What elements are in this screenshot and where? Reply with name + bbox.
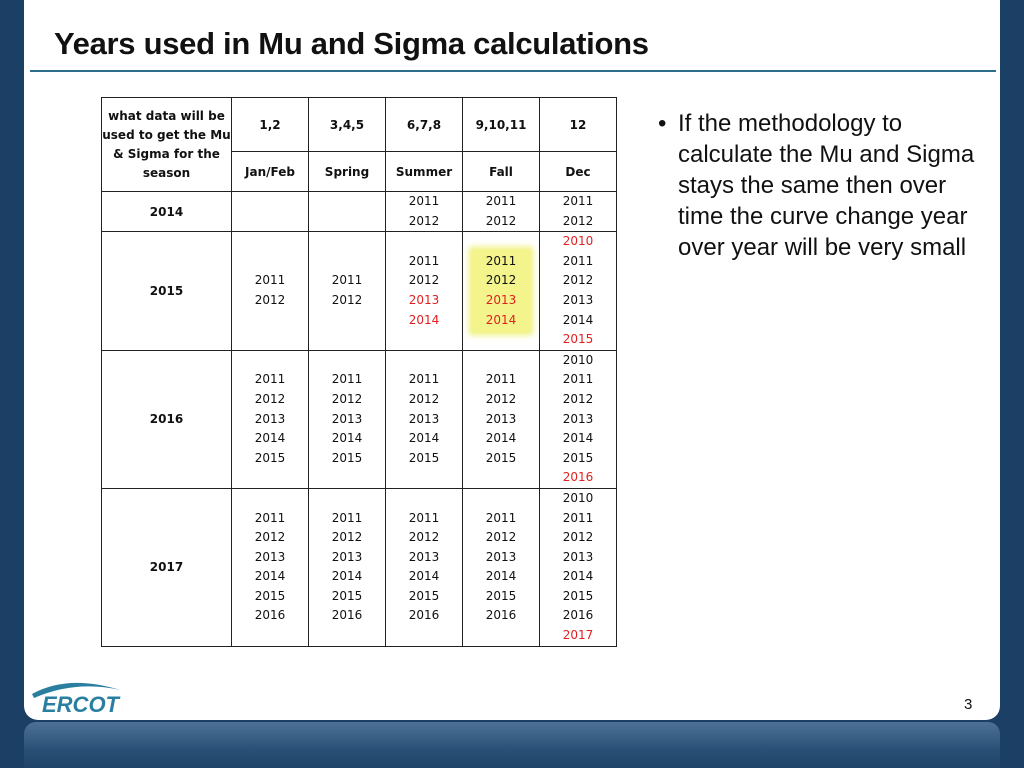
- year-value: 2016: [331, 608, 363, 623]
- ercot-logo-graphic: [28, 676, 128, 718]
- bullet-text: If the methodology to calculate the Mu and Sigma stays the same then over time the curve change year over year will be very small: [678, 110, 975, 261]
- slide-title: Years used in Mu and Sigma calculations: [54, 26, 649, 61]
- year-value: 2014: [254, 569, 286, 584]
- header-season: Jan/Feb: [232, 152, 309, 192]
- table-cell: [540, 192, 617, 232]
- year-value: 2011: [408, 372, 440, 387]
- year-value: 2013: [331, 549, 363, 564]
- table-cell: [232, 488, 309, 646]
- row-year-label: 2014: [102, 192, 232, 232]
- year-value: 2011: [254, 273, 286, 288]
- year-value: 2013: [408, 411, 440, 426]
- year-value: 2015: [408, 450, 440, 465]
- year-value: 2013: [254, 411, 286, 426]
- year-value: 2013: [331, 411, 363, 426]
- year-value: 2011: [485, 372, 517, 387]
- year-value: 2012: [254, 391, 286, 406]
- year-value: 2012: [485, 530, 517, 545]
- year-value: 2015: [562, 450, 594, 465]
- year-value: 2015: [562, 588, 594, 603]
- year-value: 2013: [485, 292, 517, 307]
- year-value: 2012: [331, 391, 363, 406]
- year-value: 2014: [408, 569, 440, 584]
- year-value: 2017: [562, 628, 594, 643]
- table-cell: [463, 192, 540, 232]
- year-value: 2012: [485, 273, 517, 288]
- year-value: 2016: [254, 608, 286, 623]
- bullet-point: [658, 108, 978, 263]
- year-value: 2011: [562, 510, 594, 525]
- year-value: 2014: [331, 569, 363, 584]
- slide: [24, 0, 1000, 720]
- year-value: 2016: [562, 608, 594, 623]
- year-value: 2014: [485, 312, 517, 327]
- year-value: 2013: [408, 292, 440, 307]
- year-value: 2014: [562, 312, 594, 327]
- year-value: 2013: [485, 411, 517, 426]
- year-value: 2011: [562, 194, 594, 208]
- table-row: [102, 488, 617, 646]
- year-value: 2011: [485, 253, 517, 268]
- year-value: 2013: [408, 549, 440, 564]
- year-value: 2012: [562, 213, 594, 228]
- header-season: Dec: [540, 152, 617, 192]
- year-value: 2010: [562, 234, 594, 249]
- table-cell: [463, 350, 540, 488]
- year-value: 2016: [485, 608, 517, 623]
- year-value: 2015: [331, 450, 363, 465]
- year-value: 2015: [408, 588, 440, 603]
- logo-text: ERCOT: [42, 692, 119, 717]
- year-value: 2011: [408, 510, 440, 525]
- row-year-label: 2015: [102, 232, 232, 351]
- year-value: 2011: [254, 372, 286, 387]
- header-season: Fall: [463, 152, 540, 192]
- year-value: 2011: [485, 510, 517, 525]
- ercot-logo: [28, 676, 128, 723]
- table-cell: [463, 232, 540, 351]
- year-value: 2014: [408, 431, 440, 446]
- year-value: 2012: [485, 213, 517, 228]
- year-value: 2014: [408, 312, 440, 327]
- row-year-label: 2016: [102, 350, 232, 488]
- year-value: 2016: [562, 470, 594, 485]
- year-value: 2012: [562, 273, 594, 288]
- year-value: 2015: [562, 332, 594, 347]
- year-value: 2011: [254, 510, 286, 525]
- header-season: Spring: [309, 152, 386, 192]
- year-value: 2014: [562, 431, 594, 446]
- table-cell: [309, 488, 386, 646]
- year-value: 2015: [485, 450, 517, 465]
- table-cell: [540, 232, 617, 351]
- header-months: 3,4,5: [309, 98, 386, 152]
- footer-band: [24, 722, 1000, 768]
- year-value: 2014: [485, 569, 517, 584]
- year-value: 2012: [562, 391, 594, 406]
- header-label-text: what data will be used to get the Mu & Sigma for the season: [102, 108, 231, 180]
- year-value: 2015: [254, 588, 286, 603]
- header-months: 12: [540, 98, 617, 152]
- year-value: 2011: [331, 273, 363, 288]
- page-number: 3: [964, 696, 973, 713]
- table-header-label: [102, 98, 232, 192]
- year-value: 2012: [331, 530, 363, 545]
- year-value: 2011: [408, 253, 440, 268]
- table-cell: [386, 488, 463, 646]
- years-table: [101, 97, 617, 647]
- table-header-row-months: [102, 98, 617, 152]
- year-value: 2011: [562, 253, 594, 268]
- header-months: 1,2: [232, 98, 309, 152]
- table-cell: [309, 192, 386, 232]
- table-row: [102, 192, 617, 232]
- year-value: 2013: [254, 549, 286, 564]
- year-value: 2013: [485, 549, 517, 564]
- year-value: 2012: [485, 391, 517, 406]
- table-cell: [386, 232, 463, 351]
- table-cell: [540, 488, 617, 646]
- header-season: Summer: [386, 152, 463, 192]
- year-value: 2016: [408, 608, 440, 623]
- year-value: 2015: [331, 588, 363, 603]
- year-value: 2011: [331, 510, 363, 525]
- year-value: 2013: [562, 411, 594, 426]
- year-value: 2012: [408, 530, 440, 545]
- table-cell: [540, 350, 617, 488]
- bullet-marker: •: [658, 110, 667, 137]
- year-value: 2011: [485, 194, 517, 208]
- year-value: 2010: [562, 352, 594, 367]
- table-cell: [232, 350, 309, 488]
- table-cell: [309, 232, 386, 351]
- year-value: 2013: [562, 292, 594, 307]
- table-cell: [232, 232, 309, 351]
- year-value: 2011: [331, 372, 363, 387]
- table-cell: [309, 350, 386, 488]
- table-row: [102, 232, 617, 351]
- year-value: 2012: [562, 530, 594, 545]
- year-value: 2012: [408, 391, 440, 406]
- year-value: 2012: [408, 273, 440, 288]
- table-row: [102, 350, 617, 488]
- year-value: 2014: [485, 431, 517, 446]
- header-months: 6,7,8: [386, 98, 463, 152]
- year-value: 2014: [562, 569, 594, 584]
- year-value: 2014: [331, 431, 363, 446]
- table-cell: [463, 488, 540, 646]
- highlight-box: [472, 250, 531, 332]
- year-value: 2015: [254, 450, 286, 465]
- year-value: 2011: [562, 372, 594, 387]
- title-divider: [30, 70, 996, 72]
- table-cell: [386, 350, 463, 488]
- year-value: 2015: [485, 588, 517, 603]
- year-value: 2012: [254, 292, 286, 307]
- year-value: 2014: [254, 431, 286, 446]
- year-value: 2013: [562, 549, 594, 564]
- row-year-label: 2017: [102, 488, 232, 646]
- header-months: 9,10,11: [463, 98, 540, 152]
- year-value: 2010: [562, 490, 594, 505]
- year-value: 2012: [331, 292, 363, 307]
- year-value: 2011: [408, 194, 440, 208]
- table-cell: [386, 192, 463, 232]
- table-cell: [232, 192, 309, 232]
- year-value: 2012: [254, 530, 286, 545]
- year-value: 2012: [408, 213, 440, 228]
